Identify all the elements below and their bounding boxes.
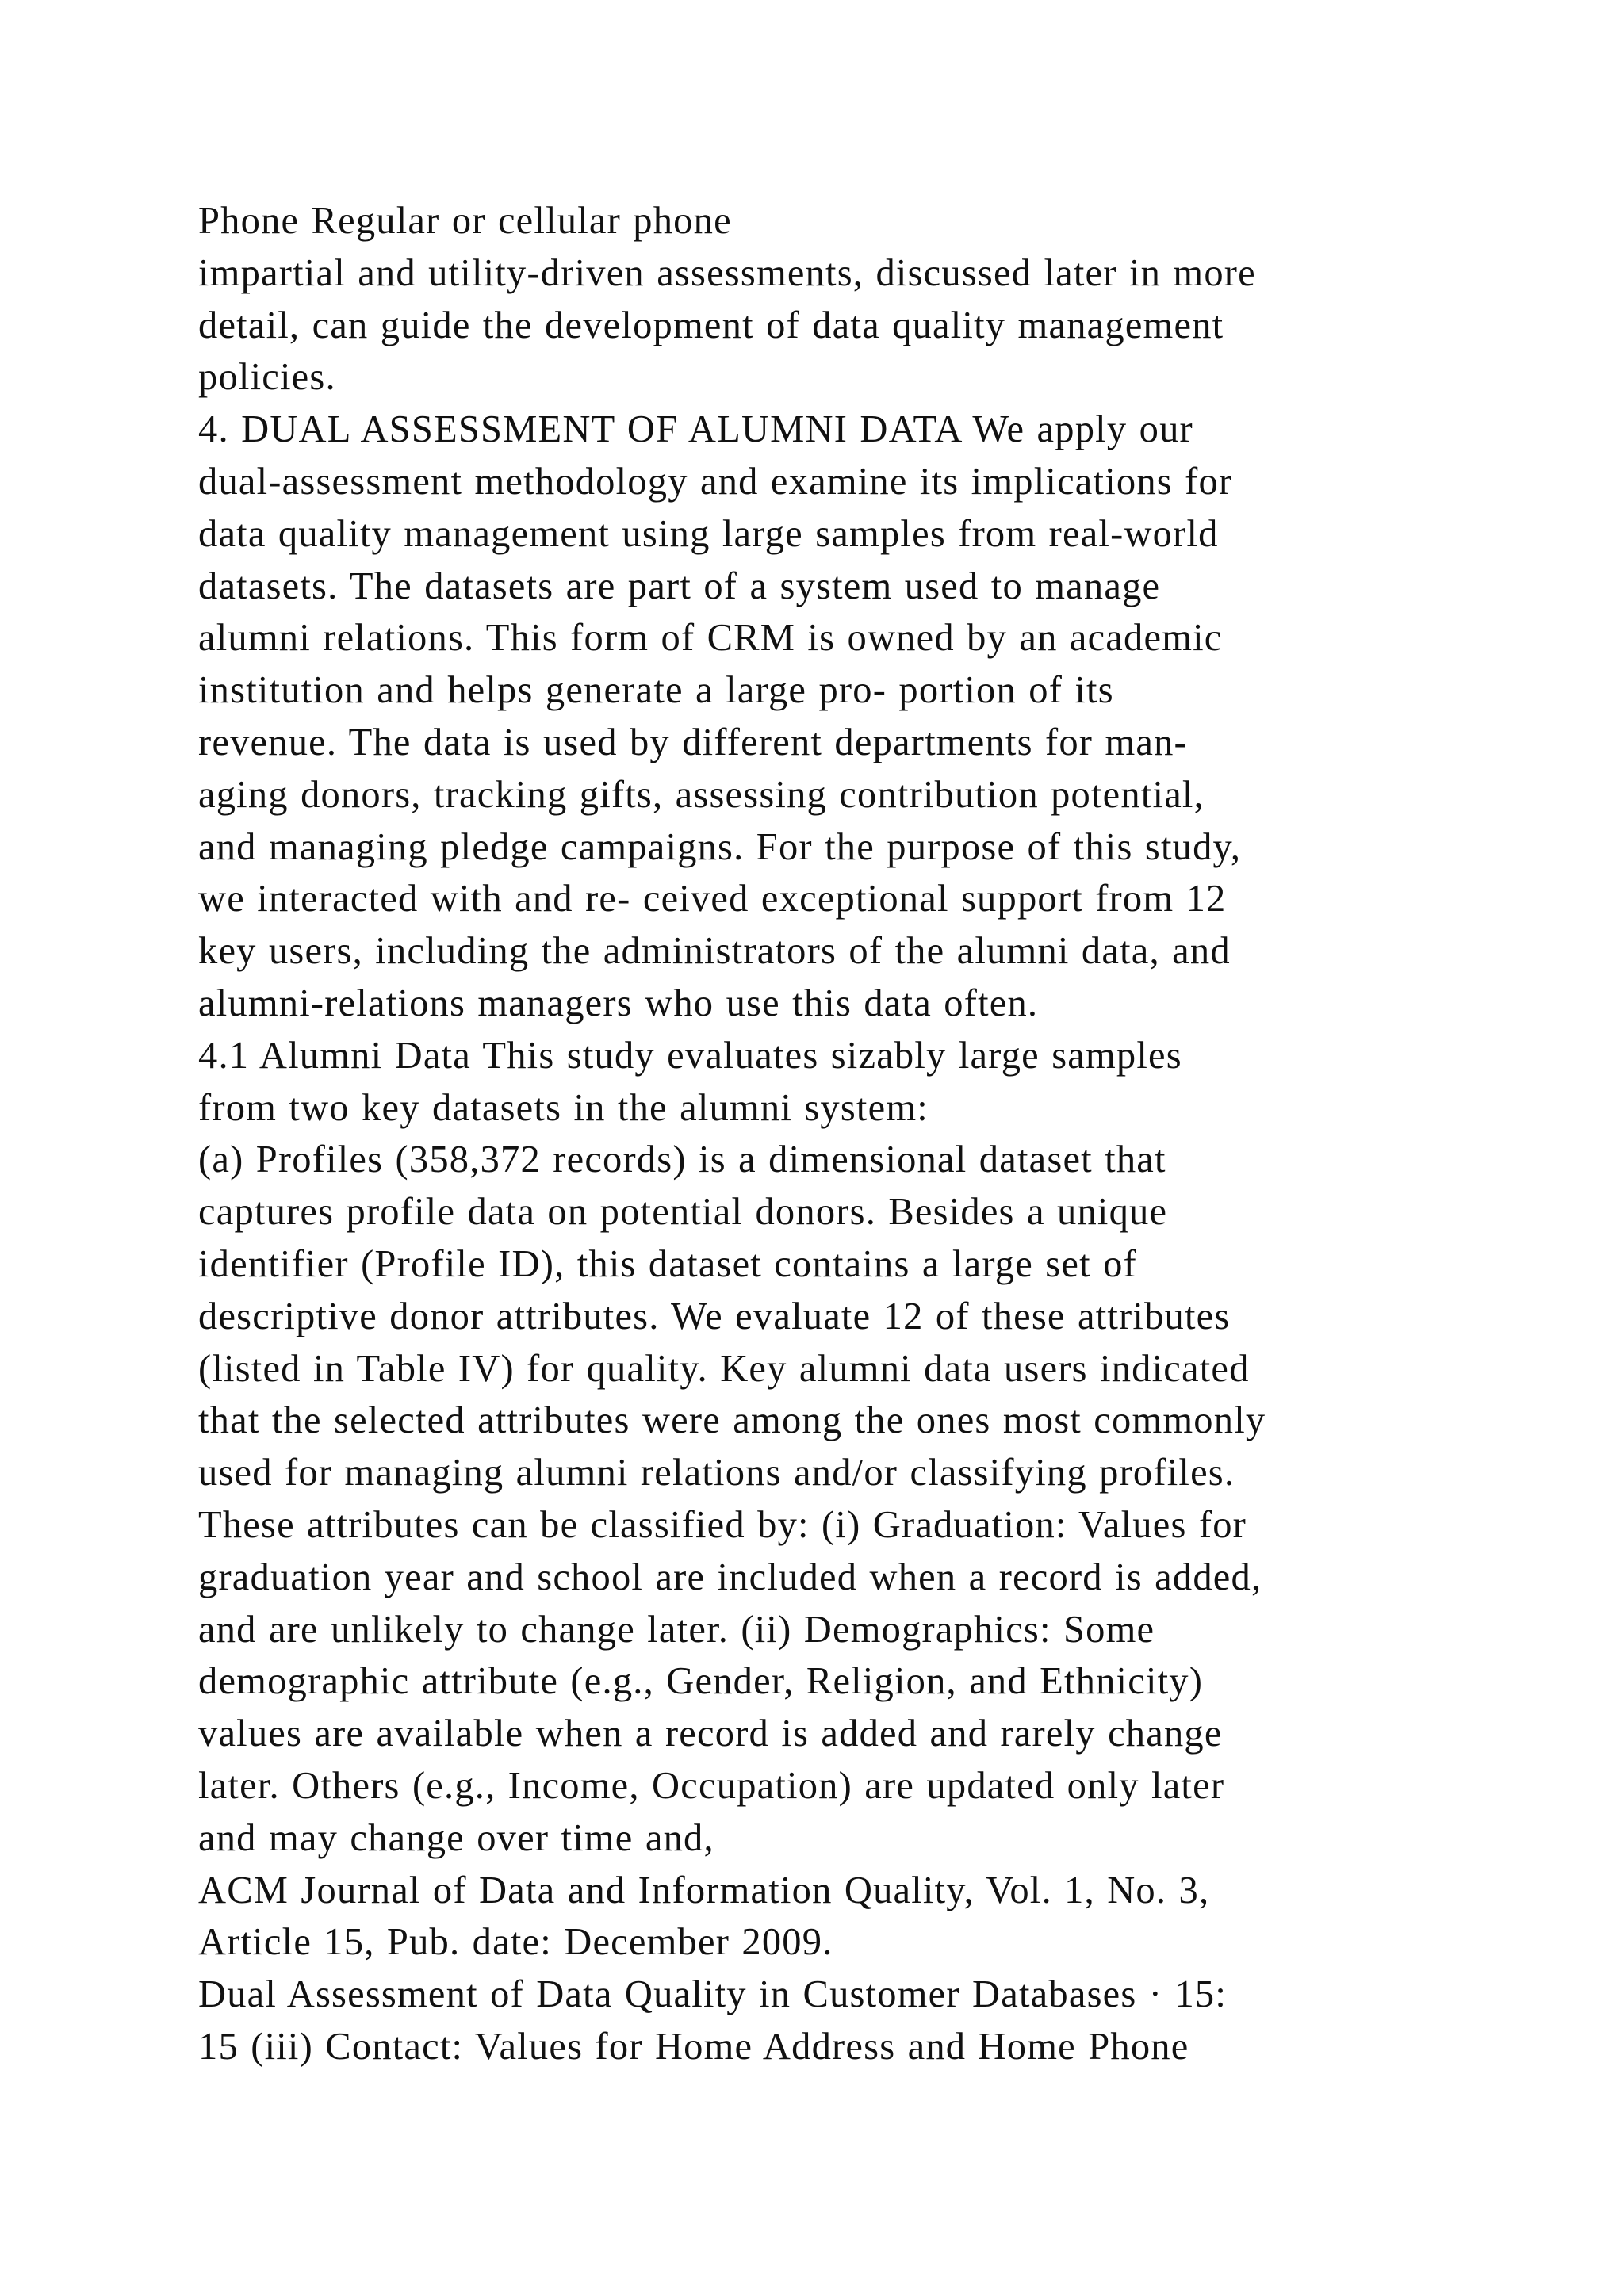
- text-line: key users, including the administrators of the alumni data, and: [198, 930, 1231, 973]
- text-line: alumni relations. This form of CRM is owned by an academic: [198, 617, 1223, 660]
- text-line: graduation year and school are included when a record is added,: [198, 1556, 1262, 1598]
- journal-footer-line: Article 15, Pub. date: December 2009.: [198, 1921, 833, 1964]
- text-line: detail, can guide the development of data quality management: [198, 304, 1224, 346]
- text-line: These attributes can be classified by: (i) Graduation: Values for: [198, 1503, 1247, 1546]
- text-line: from two key datasets in the alumni system:: [198, 1086, 929, 1129]
- text-line: impartial and utility-driven assessments, discussed later in more: [198, 251, 1256, 294]
- text-line: captures profile data on potential donors. Besides a unique: [198, 1191, 1168, 1234]
- text-line: later. Others (e.g., Income, Occupation) are updated only later: [198, 1764, 1225, 1807]
- text-line: alumni-relations managers who use this data often.: [198, 982, 1039, 1024]
- section-heading-line: 4. DUAL ASSESSMENT OF ALUMNI DATA We apply our: [198, 408, 1193, 451]
- text-line: revenue. The data is used by different departments for man-: [198, 721, 1188, 763]
- text-line: we interacted with and re- ceived exceptional support from 12: [198, 878, 1227, 920]
- text-line: identifier (Profile ID), this dataset contains a large set of: [198, 1242, 1137, 1285]
- text-line: and may change over time and,: [198, 1816, 714, 1859]
- text-line: datasets. The datasets are part of a system used to manage: [198, 564, 1161, 607]
- text-line: policies.: [198, 356, 336, 399]
- subsection-heading-line: 4.1 Alumni Data This study evaluates sizably large samples: [198, 1034, 1182, 1077]
- text-line: demographic attribute (e.g., Gender, Religion, and Ethnicity): [198, 1660, 1204, 1703]
- text-line: and are unlikely to change later. (ii) Demographics: Some: [198, 1608, 1155, 1651]
- running-header-line: Dual Assessment of Data Quality in Customer Databases · 15:: [198, 1973, 1228, 2016]
- text-line: institution and helps generate a large pro- portion of its: [198, 669, 1114, 712]
- text-line: aging donors, tracking gifts, assessing contribution potential,: [198, 773, 1205, 816]
- text-line: used for managing alumni relations and/or classifying profiles.: [198, 1452, 1235, 1494]
- text-line: 15 (iii) Contact: Values for Home Address and Home Phone: [198, 2025, 1189, 2068]
- text-line: and managing pledge campaigns. For the purpose of this study,: [198, 825, 1242, 868]
- text-line: (a) Profiles (358,372 records) is a dimensional dataset that: [198, 1138, 1166, 1181]
- text-line: Phone Regular or cellular phone: [198, 200, 732, 242]
- text-line: (listed in Table IV) for quality. Key alumni data users indicated: [198, 1347, 1250, 1390]
- text-line: data quality management using large samples from real-world: [198, 512, 1219, 555]
- text-line: values are available when a record is added and rarely change: [198, 1712, 1223, 1755]
- text-line: dual-assessment methodology and examine its implications for: [198, 460, 1233, 503]
- text-line: that the selected attributes were among the ones most commonly: [198, 1399, 1266, 1442]
- journal-footer-line: ACM Journal of Data and Information Quality, Vol. 1, No. 3,: [198, 1869, 1210, 1911]
- text-line: descriptive donor attributes. We evaluate 12 of these attributes: [198, 1295, 1231, 1337]
- body-text: [198, 195, 1435, 2073]
